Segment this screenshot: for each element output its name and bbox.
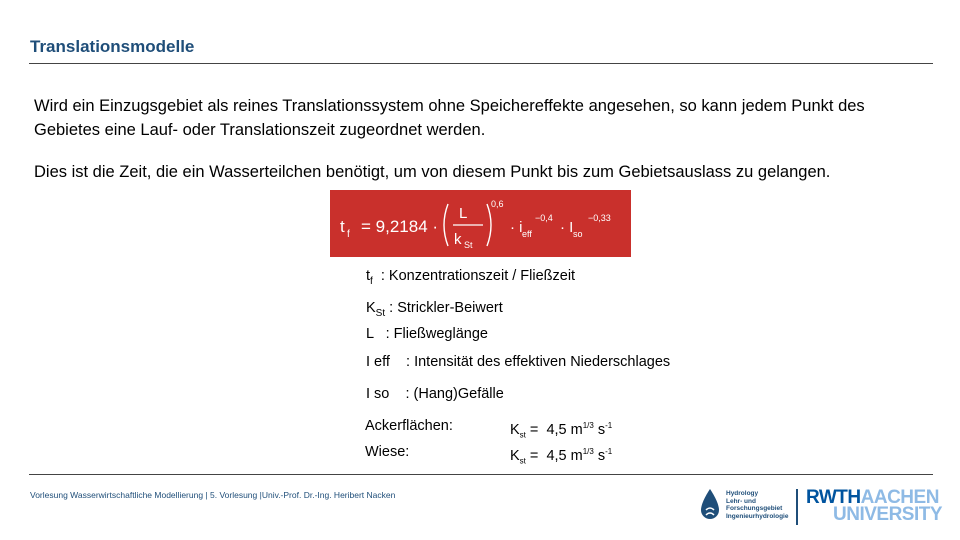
- formula-i-symbol: · i: [510, 219, 523, 236]
- legend-tf-sub: f: [370, 275, 373, 287]
- kst-values-table: [365, 418, 612, 469]
- footer-divider: [29, 474, 933, 475]
- formula-I-sub: so: [573, 229, 583, 239]
- kst-row-value: $K_{st} = 4,5$ $m^{1/3}$ $s^{-1}$: [510, 421, 613, 440]
- formula-lhs: t: [340, 217, 345, 236]
- kst-row: [365, 418, 612, 444]
- header-divider: [29, 63, 933, 64]
- legend-kst-desc: : Strickler-Beiwert: [385, 300, 503, 316]
- formula-coefficient: = 9,2184 ·: [361, 217, 439, 236]
- fraction-denominator-sub: St: [464, 240, 473, 250]
- footer-text: Vorlesung Wasserwirtschaftliche Modellierung | 5. Vorlesung |Univ.-Prof. Dr.-Ing. Heribert Nacken: [30, 490, 396, 500]
- formula-graphic: [330, 190, 631, 257]
- hydrology-logo: [700, 488, 788, 522]
- formula-I-symbol: · I: [560, 219, 574, 236]
- legend-tf-symbol: t: [366, 268, 371, 284]
- kst-row: [365, 444, 612, 470]
- exponent-3: −0,33: [588, 213, 611, 223]
- exponent-2: −0,4: [535, 213, 553, 223]
- kst-row-label: Ackerflächen:: [365, 418, 453, 434]
- legend-kst-symbol: K: [366, 300, 376, 316]
- intro-paragraph: Wird ein Einzugsgebiet als reines Translationssystem ohne Speichereffekte angesehen, so kann jedem Punkt des Gebietes eine Lauf- oder Translationszeit zugeordnet werden.: [34, 97, 865, 139]
- fraction-numerator: L: [459, 205, 468, 222]
- fraction-denominator: k: [454, 231, 462, 248]
- kst-row-value: $K_{st} = 4,5$ $m^{1/3}$ $s^{-1}$: [510, 446, 613, 466]
- definition-paragraph: Dies ist die Zeit, die ein Wasserteilchen benötigt, um von diesem Punkt bis zum Gebietsauslass zu gelangen.: [34, 163, 831, 181]
- legend-kst-sub: St: [375, 307, 386, 319]
- formula-lhs-sub: f: [347, 229, 350, 240]
- legend-ieff: I eff : Intensität des effektiven Niederschlages: [366, 354, 671, 370]
- water-drop-icon: [700, 488, 720, 522]
- formula-i-sub: eff: [522, 229, 532, 239]
- hydrology-logo-text: Hydrology Lehr- und Forschungsgebiet Ingenieurhydrologie: [726, 490, 789, 520]
- formula-box: [330, 190, 631, 257]
- right-paren: [487, 204, 491, 246]
- kst-row-label: Wiese:: [365, 443, 410, 460]
- legend-tf: [366, 268, 575, 287]
- legend-l: L : Fließweglänge: [366, 326, 488, 342]
- page-title: Translationsmodelle: [30, 37, 195, 56]
- rwth-logo: RWTHAACHEN UNIVERSITY: [806, 487, 943, 525]
- logo-separator: [796, 489, 798, 525]
- left-paren: [444, 204, 448, 246]
- legend-tf-desc: : Konzentrationszeit / Fließzeit: [372, 268, 576, 284]
- exponent-1: 0,6: [491, 199, 504, 209]
- legend-iso: I so : (Hang)Gefälle: [366, 386, 504, 402]
- legend-kst: [366, 300, 503, 319]
